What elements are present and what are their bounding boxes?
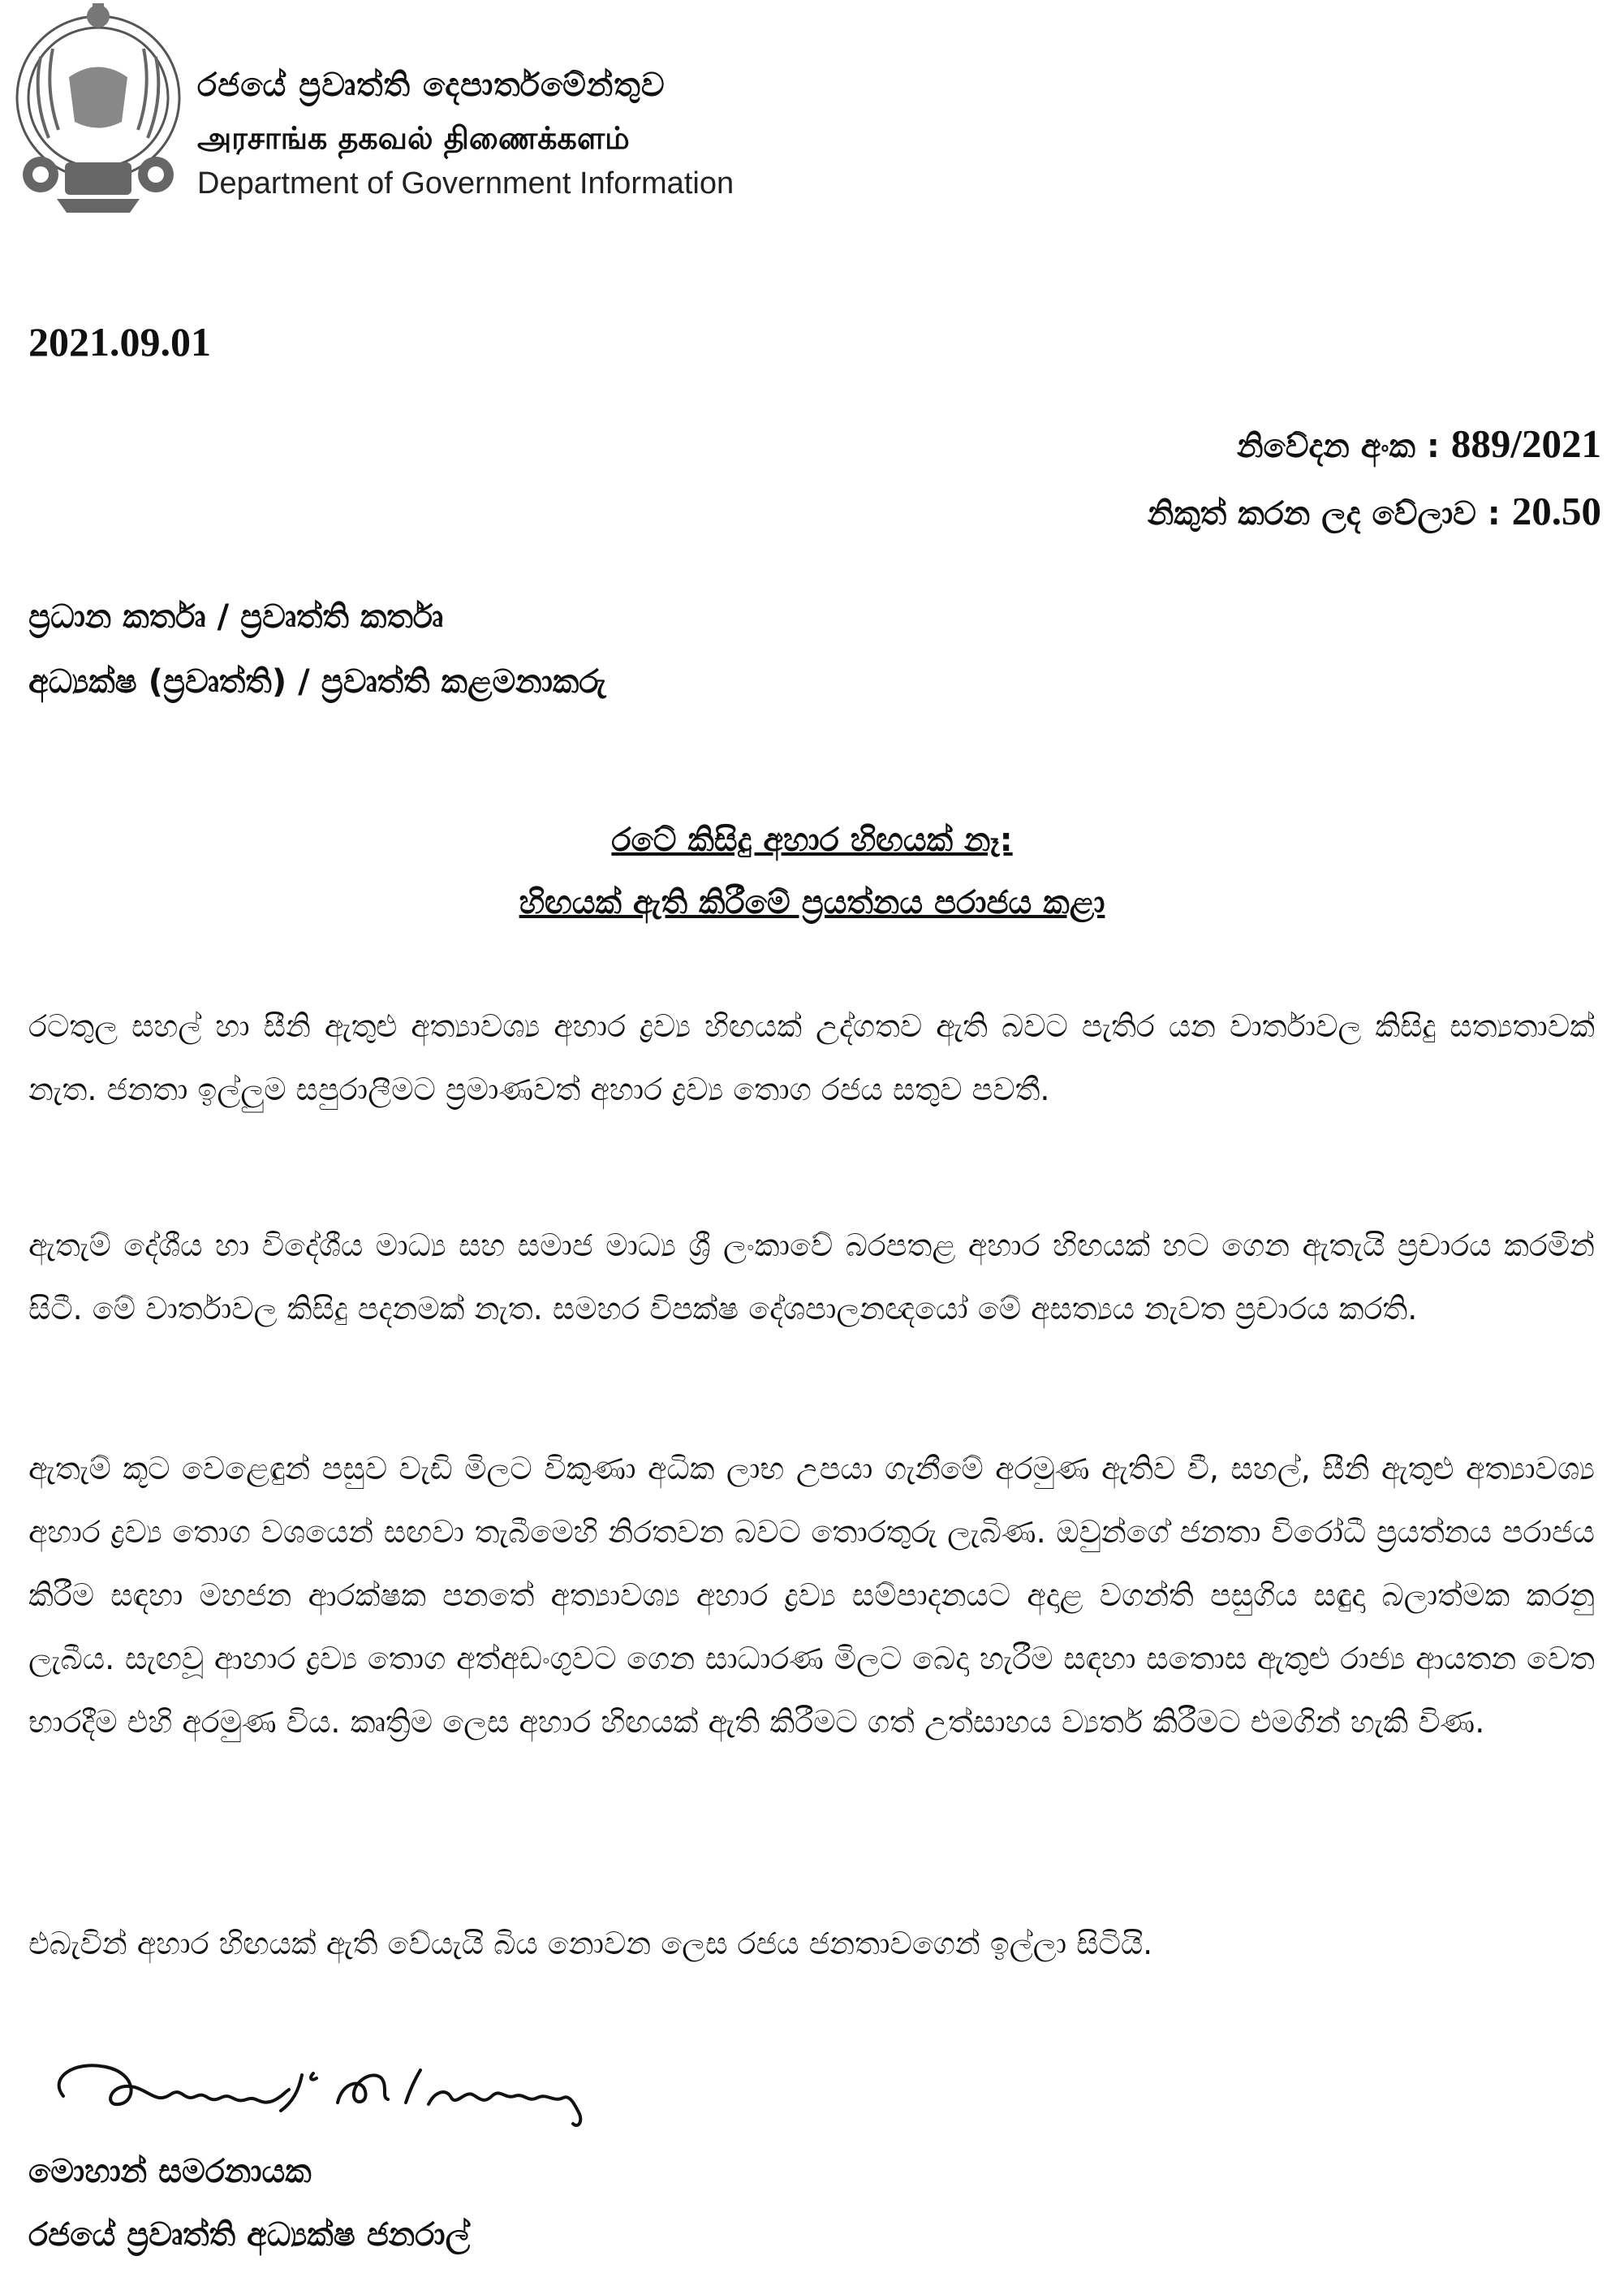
release-number-line — [1237, 421, 1601, 467]
headline-line-2: හිඟයක් ඇති කිරීමේ ප්‍රයත්නය පරාජය කළා — [519, 884, 1105, 921]
release-date: 2021.09.01 — [28, 319, 211, 365]
headline-line-1: රටේ කිසිදු අහාර හිඟයක් නෑ: — [611, 822, 1013, 859]
department-name-english: Department of Government Information — [197, 166, 734, 201]
recipients-line-2: අධ්‍යක්ෂ (ප්‍රවෘත්ති) / ප්‍රවෘත්ති කළමනාකරු — [28, 663, 606, 701]
body-paragraph-2: ඇතැම් දේශීය හා විදේශීය මාධ්‍ය සහ සමාජ මාධ්‍ය ශ්‍රී ලංකාවේ බරපතළ අහාර හිඟයක් හට ගෙන ඇතැයි ප්‍රචාරය කරමින් සිටී. මේ වාර්තාවල කිසිදු පදනමක් නැත. සමහර විපක්ෂ දේශපාලනඥයෝ මේ අසත්‍යය නැවත ප්‍රචාරය කරති. — [28, 1227, 1595, 1326]
signatory-title: රජයේ ප්‍රවෘත්ති අධ්‍යක්ෂ ජනරාල් — [28, 2216, 471, 2254]
department-name-sinhala: රජයේ ප්‍රවෘත්ති දෙපාර්තමේන්තුව — [197, 67, 666, 104]
release-time-value: 20.50 — [1511, 489, 1601, 533]
signatory-name: මොහාන් සමරනායක — [28, 2153, 312, 2190]
body-paragraph-3: ඇතැම් කූට වෙළෙඳුන් පසුව වැඩි මිලට විකුණා අධික ලාභ උපයා ගැනීමේ අරමුණ ඇතිව වී, සහල්, සීනි ඇතුළු අත්‍යාවශ්‍ය අහාර ද්‍රව්‍ය තොග වශයෙන් සඟවා තැබීමෙහි නිරතවන බවට තොරතුරු ලැබිණ. ඔවුන්ගේ ජනතා විරෝධී ප්‍රයත්නය පරාජය කිරීම සඳහා මහජන ආරක්ෂක පනතේ අත්‍යාවශ්‍ය අහාර ද්‍රව්‍ය සම්පාදනයට අදාළ වගන්ති පසුගිය සඳුදා බලාත්මක කරනු ලැබීය. සැඟවූ ආහාර ද්‍රව්‍ය තොග අත්අඩංගුවට ගෙන සාධාරණ මිලට බෙදා හැරීම සඳහා සතොස ඇතුළු රාජ්‍ය ආයතන වෙත භාරදීම එහි අරමුණ විය. කෘත්‍රිම ලෙස අහාර හිඟයක් ඇති කිරීමට ගත් උත්සාහය ව්‍යර්ත කිරීමට එමගින් හැකි විණ. — [28, 1451, 1595, 1740]
department-name-tamil: அரசாங்க தகவல் திணைக்களம் — [197, 120, 630, 156]
body-paragraph-4: එබැවින් අහාර හිඟයක් ඇති වේයැයි බිය නොවන ලෙස රජය ජනතාවගෙන් ඉල්ලා සිටියි. — [28, 1926, 1153, 1961]
recipients-line-1: ප්‍රධාන කර්තෘ / ප්‍රවෘත්ති කර්තෘ — [28, 598, 444, 636]
release-number-label: නිවේදන අංක : — [1237, 428, 1440, 465]
handwritten-signature-icon — [41, 2046, 609, 2151]
body-paragraph-1: රටතුල සහල් හා සීනි ඇතුළු අත්‍යාවශ්‍ය අහාර ද්‍රව්‍ය හිඟයක් උද්ගතව ඇති බවට පැතිර යන වාර්තාවල කිසිදු සත්‍යතාවක් නැත. ජනතා ඉල්ලුම සපුරාලීමට ප්‍රමාණවත් අහාර ද්‍රව්‍ය තොග රජය සතුව පවතී. — [28, 1008, 1595, 1107]
release-number-value: 889/2021 — [1450, 421, 1601, 466]
state-emblem-icon — [8, 0, 188, 219]
release-time-line — [1148, 488, 1601, 534]
release-time-label: නිකුත් කරන ලද වේලාව : — [1147, 495, 1501, 533]
